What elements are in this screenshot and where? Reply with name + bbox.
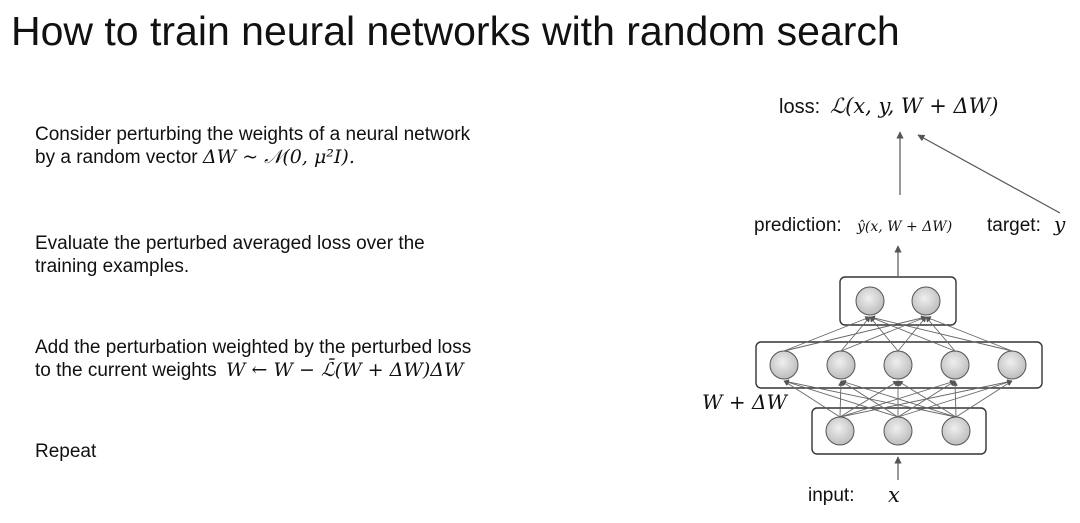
input-node-1 — [826, 417, 854, 445]
input-label: input: — [808, 485, 855, 506]
step-perturb-line2 — [35, 146, 470, 169]
connection-hidden-4-to-output-0 — [870, 317, 1012, 351]
step-evaluate-line1: Evaluate the perturbed averaged loss over the — [35, 233, 425, 254]
hidden-node-5 — [998, 351, 1026, 379]
step-perturb-line1: Consider perturbing the weights of a neural network — [35, 124, 471, 145]
step-update-text: to the current weights — [35, 360, 222, 381]
hidden-node-2 — [827, 351, 855, 379]
connection-hidden-4-to-output-1 — [926, 317, 1012, 351]
step-update-line2 — [35, 359, 471, 382]
weights-label: W + ΔW — [702, 390, 788, 414]
network-nodes — [770, 287, 1026, 445]
slide-title: How to train neural networks with random search — [11, 8, 900, 54]
step-update-line1: Add the perturbation weighted by the perturbed loss — [35, 337, 472, 358]
input-symbol: x — [888, 483, 900, 507]
arrow-target-to-loss — [918, 135, 1060, 213]
loss-formula: ℒ(x, y, W + ΔW) — [830, 94, 999, 118]
output-node-2 — [912, 287, 940, 315]
step-perturb — [35, 123, 470, 169]
prediction-formula: ŷ(x, W + ΔW) — [857, 219, 953, 235]
connection-hidden-1-to-output-0 — [841, 317, 870, 351]
perturbation-formula: ΔW ~ 𝒩(0, μ²I). — [202, 146, 355, 168]
connection-input-2-to-hidden-4 — [956, 381, 1012, 417]
input-node-2 — [884, 417, 912, 445]
hidden-node-1 — [770, 351, 798, 379]
step-repeat: Repeat — [35, 441, 97, 462]
connection-hidden-0-to-output-0 — [784, 317, 870, 351]
loss-label: loss: — [779, 96, 821, 118]
network-diagram — [690, 80, 1075, 520]
connection-input-2-to-hidden-3 — [955, 381, 956, 417]
output-node-1 — [856, 287, 884, 315]
step-update — [35, 336, 471, 382]
update-rule-formula: W ← W − ℒ̄(W + ΔW)ΔW — [225, 359, 464, 381]
connection-input-2-to-hidden-0 — [784, 381, 956, 417]
input-node-3 — [942, 417, 970, 445]
hidden-node-3 — [884, 351, 912, 379]
step-perturb-text: by a random vector — [35, 147, 203, 168]
target-symbol: y — [1054, 212, 1066, 236]
step-evaluate-line2: training examples. — [35, 256, 190, 277]
target-label: target: — [987, 215, 1041, 236]
step-evaluate — [35, 232, 425, 278]
connection-hidden-2-to-output-0 — [870, 317, 898, 351]
hidden-node-4 — [941, 351, 969, 379]
prediction-label: prediction: — [754, 215, 842, 236]
